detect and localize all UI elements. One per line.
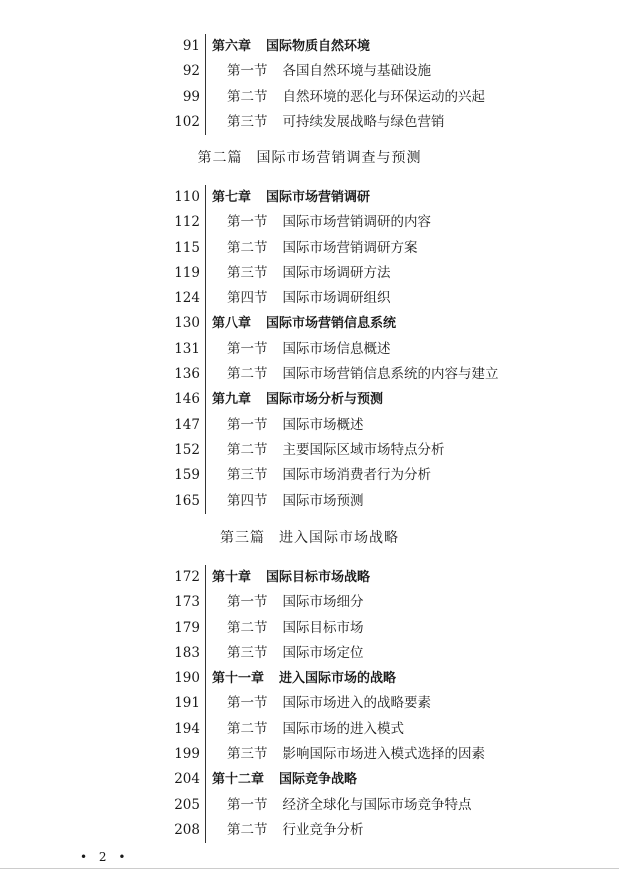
toc-section-row[interactable]: [0, 85, 619, 110]
toc-entry: [227, 85, 485, 110]
toc-entry-title: 国际市场概述: [282, 416, 364, 433]
toc-entry-label: 第三节: [227, 113, 268, 130]
toc-entry-label: 第三节: [227, 644, 268, 661]
toc-section-row[interactable]: [0, 236, 619, 261]
toc-section-row[interactable]: [0, 286, 619, 311]
toc-entry: [227, 261, 391, 286]
toc-page-number: 99: [182, 88, 200, 105]
toc-page-number: 205: [174, 796, 200, 813]
toc-chapter-row[interactable]: [0, 311, 619, 336]
toc-section-row[interactable]: [0, 691, 619, 716]
toc-entry: [212, 387, 383, 412]
toc-page-number: 147: [174, 416, 200, 433]
toc-page-number: 130: [174, 315, 200, 332]
toc-section-row[interactable]: [0, 438, 619, 463]
toc-page-number: 91: [182, 38, 200, 54]
toc-page-number: 102: [174, 113, 200, 130]
toc-entry: [227, 286, 391, 311]
toc-entry-title: 国际市场营销调研的内容: [282, 214, 431, 231]
toc-entry-label: 第一节: [227, 214, 268, 231]
toc-page-number: 183: [174, 644, 200, 661]
toc-entry: [227, 413, 364, 438]
toc-entry-title: 国际市场调研方法: [282, 264, 391, 281]
toc-entry-label: 第二节: [227, 366, 268, 383]
toc-entry: [227, 742, 485, 767]
toc-page-number: 204: [174, 771, 200, 788]
toc-page-number: 173: [174, 594, 200, 611]
toc-chapter-row[interactable]: [0, 185, 619, 210]
toc-group: [0, 565, 619, 843]
part-title: 国际市场营销调查与预测: [256, 150, 422, 166]
toc-entry-title: 国际市场营销调研方案: [282, 239, 418, 256]
toc-section-row[interactable]: [0, 110, 619, 135]
toc-entry-label: 第九章: [212, 392, 252, 408]
toc-entry: [227, 793, 472, 818]
toc-entry-label: 第八章: [212, 316, 252, 332]
toc-entry-label: 第七章: [212, 190, 252, 205]
toc-entry: [227, 210, 431, 235]
toc-entry-title: 国际目标市场: [282, 619, 364, 636]
page-number: • 2 •: [80, 850, 130, 864]
toc-page-number: 92: [182, 63, 200, 80]
toc-section-row[interactable]: [0, 590, 619, 615]
toc-chapter-row[interactable]: [0, 767, 619, 792]
toc-entry-title: 国际目标市场战略: [266, 570, 371, 585]
toc-entry: [212, 185, 370, 210]
toc-entry: [227, 337, 391, 362]
toc-page-number: 136: [174, 366, 200, 383]
toc-entry-label: 第一节: [227, 63, 268, 80]
toc-page-number: 131: [174, 340, 200, 357]
toc-entry-title: 国际市场分析与预测: [266, 392, 384, 408]
toc-entry: [227, 641, 364, 666]
toc-entry: [212, 34, 370, 59]
part-label: 第二篇: [197, 150, 243, 166]
toc-entry: [212, 767, 357, 792]
toc-entry-title: 国际市场营销信息系统的内容与建立: [282, 366, 499, 383]
toc-entry: [212, 666, 396, 691]
toc-entry: [227, 438, 445, 463]
toc-entry-title: 国际竞争战略: [279, 772, 358, 788]
toc-section-row[interactable]: [0, 641, 619, 666]
toc-entry: [227, 236, 418, 261]
toc-section-row[interactable]: [0, 261, 619, 286]
toc-entry: [227, 717, 404, 742]
toc-entry-label: 第三节: [227, 264, 268, 281]
toc-entry-label: 第二节: [227, 821, 268, 838]
part-title: 进入国际市场战略: [279, 530, 399, 546]
toc-page-number: 190: [174, 670, 200, 687]
toc-entry-title: 国际市场细分: [282, 594, 364, 611]
toc-section-row[interactable]: [0, 616, 619, 641]
toc-entry-title: 国际物质自然环境: [266, 39, 371, 54]
toc-entry-label: 第一节: [227, 695, 268, 712]
toc-entry-label: 第三节: [227, 746, 268, 763]
toc-section-row[interactable]: [0, 362, 619, 387]
toc-entry-label: 第二节: [227, 88, 268, 105]
toc-entry: [212, 311, 396, 336]
toc-entry-title: 国际市场消费者行为分析: [282, 467, 431, 484]
toc-page-number: 124: [174, 290, 200, 307]
toc-page-number: 208: [174, 821, 200, 838]
toc-entry-label: 第三节: [227, 467, 268, 484]
toc-entry-title: 可持续发展战略与绿色营销: [282, 113, 445, 130]
toc-entry-label: 第十章: [212, 570, 252, 585]
toc-page-number: 165: [174, 492, 200, 509]
toc-entry-title: 影响国际市场进入模式选择的因素: [282, 746, 485, 763]
toc-entry-title: 行业竞争分析: [282, 821, 364, 838]
toc-section-row[interactable]: [0, 59, 619, 84]
toc-entry-title: 主要国际区域市场特点分析: [282, 441, 445, 458]
toc-entry-label: 第二节: [227, 619, 268, 636]
toc-chapter-row[interactable]: [0, 34, 619, 59]
toc-section-row[interactable]: [0, 742, 619, 767]
toc-page-number: 110: [174, 189, 200, 205]
toc-page-number: 112: [174, 214, 200, 231]
toc-page-number: 194: [174, 720, 200, 737]
toc-section-row[interactable]: [0, 463, 619, 488]
toc-section-row[interactable]: [0, 818, 619, 843]
toc-page-number: 191: [174, 695, 200, 712]
toc-group: [0, 34, 619, 135]
toc-entry-label: 第六章: [212, 39, 252, 54]
toc-entry-label: 第四节: [227, 492, 268, 509]
toc-entry-label: 第二节: [227, 441, 268, 458]
toc-group: [0, 185, 619, 514]
part-heading: [0, 527, 619, 547]
toc-entry-label: 第十二章: [212, 772, 265, 788]
toc-section-row[interactable]: [0, 793, 619, 818]
toc-chapter-row[interactable]: [0, 666, 619, 691]
toc-entry: [227, 489, 364, 514]
toc-entry: [227, 59, 431, 84]
toc-entry-title: 国际市场定位: [282, 644, 364, 661]
toc-entry: [227, 818, 364, 843]
toc-section-row[interactable]: [0, 413, 619, 438]
toc-entry-label: 第一节: [227, 594, 268, 611]
toc-entry-title: 经济全球化与国际市场竞争特点: [282, 796, 472, 813]
toc-section-row[interactable]: [0, 210, 619, 235]
toc-entry-label: 第一节: [227, 796, 268, 813]
toc-entry-label: 第二节: [227, 239, 268, 256]
bottom-divider: [0, 868, 619, 869]
toc-page-number: 115: [174, 239, 200, 256]
toc-entry-label: 第一节: [227, 416, 268, 433]
toc-entry-title: 国际市场营销调研: [266, 190, 371, 205]
toc-page-number: 172: [174, 569, 200, 585]
toc-chapter-row[interactable]: [0, 387, 619, 412]
toc-entry: [227, 463, 431, 488]
toc-chapter-row[interactable]: [0, 565, 619, 590]
toc-entry-title: 国际市场进入的战略要素: [282, 695, 431, 712]
toc-section-row[interactable]: [0, 717, 619, 742]
part-label: 第三篇: [220, 530, 265, 546]
toc-section-row[interactable]: [0, 337, 619, 362]
toc-entry-title: 国际市场调研组织: [282, 290, 391, 307]
toc-page-number: 146: [174, 391, 200, 408]
toc-entry: [227, 616, 364, 641]
toc-entry-title: 国际市场信息概述: [282, 340, 391, 357]
toc-entry: [227, 590, 364, 615]
toc-entry-title: 国际市场预测: [282, 492, 364, 509]
toc-page-number: 199: [174, 746, 200, 763]
toc-page-number: 119: [174, 264, 200, 281]
toc-page-number: 159: [174, 467, 200, 484]
toc-entry-label: 第一节: [227, 340, 268, 357]
toc-entry-label: 第二节: [227, 720, 268, 737]
toc-entry-title: 国际市场营销信息系统: [266, 316, 397, 332]
toc-entry-label: 第四节: [227, 290, 268, 307]
toc-entry-title: 各国自然环境与基础设施: [282, 63, 431, 80]
toc-page-number: 179: [174, 619, 200, 636]
toc-entry-title: 进入国际市场的战略: [279, 671, 397, 687]
part-heading: [0, 147, 619, 167]
toc-entry: [212, 565, 370, 590]
toc-entry: [227, 691, 431, 716]
toc-entry-label: 第十一章: [212, 671, 265, 687]
toc-page-number: 152: [174, 441, 200, 458]
toc-entry: [227, 110, 445, 135]
toc-section-row[interactable]: [0, 489, 619, 514]
toc-entry-title: 自然环境的恶化与环保运动的兴起: [282, 88, 485, 105]
toc-entry-title: 国际市场的进入模式: [282, 720, 404, 737]
toc-entry: [227, 362, 499, 387]
